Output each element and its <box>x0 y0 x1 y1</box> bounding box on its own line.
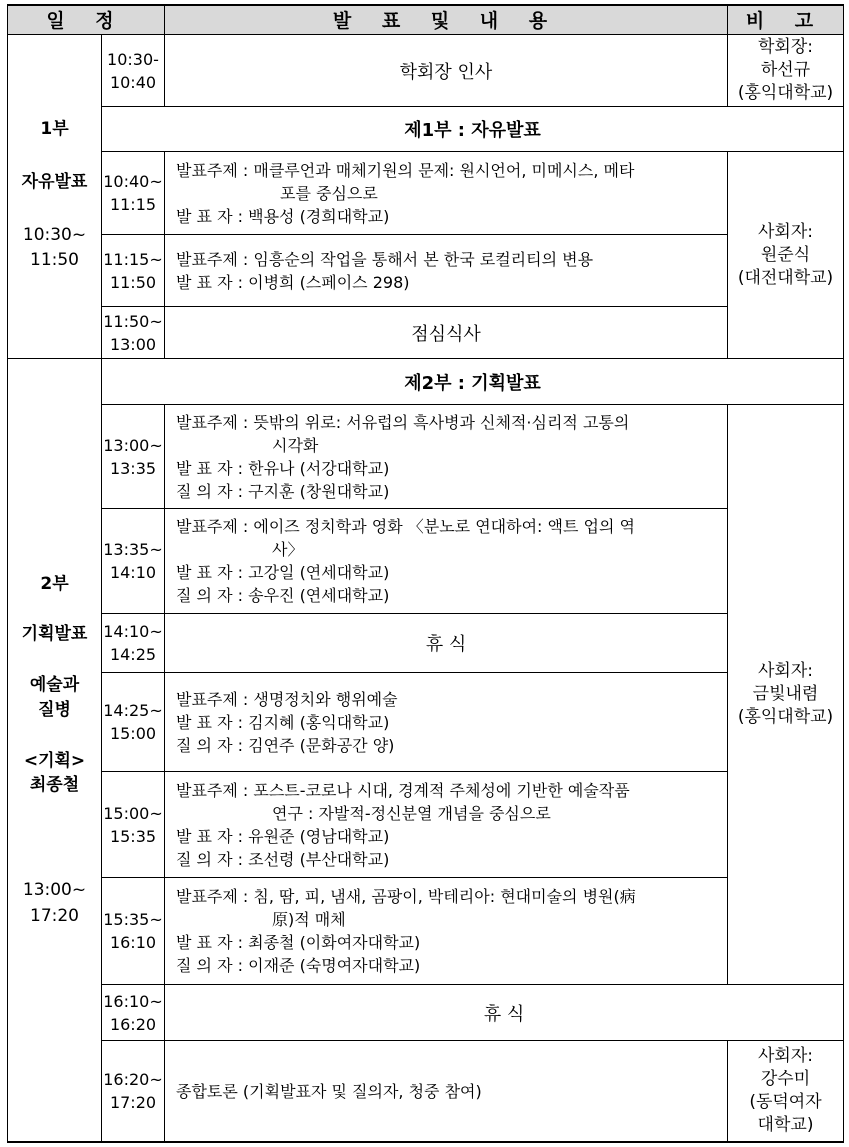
discussion-time <box>102 1041 164 1141</box>
talk-time <box>102 235 164 306</box>
talk-content <box>176 152 724 234</box>
part1-label-cell <box>8 35 101 358</box>
time-end: 13:35 <box>109 458 157 478</box>
time-start: 10:40~ <box>103 172 163 191</box>
time-end: 16:20 <box>109 1014 157 1034</box>
time-start: 13:35~ <box>103 540 163 559</box>
talk-time <box>102 152 164 234</box>
presenter-label: 발 표 자 : <box>176 206 249 226</box>
time-start: 11:50~ <box>103 311 163 331</box>
time-end: 13:00 <box>109 334 157 354</box>
time-start: 10:30- <box>107 49 159 69</box>
part1-name: 1부 <box>40 119 69 139</box>
topic-line-1: 매클루언과 매체기원의 문제: 원시언어, 미메시스, 메타 <box>253 160 635 180</box>
talk-content <box>176 405 724 508</box>
opening-note <box>728 35 843 106</box>
note-line: 금빛내렴 <box>752 684 819 704</box>
talk-content <box>176 235 724 306</box>
topic-line-2: 포를 중심으로 <box>280 183 378 203</box>
table-border-bottom <box>7 1141 844 1143</box>
talk-time <box>102 772 164 877</box>
presenter-value: 김지혜 (홍익대학교) <box>248 712 390 732</box>
talk-content <box>176 509 724 613</box>
topic-line-1: 뜻밖의 위로: 서유럽의 흑사병과 신체적·심리적 고통의 <box>253 412 630 432</box>
discussion-content <box>176 1041 724 1141</box>
time-end: 15:35 <box>109 826 157 846</box>
discussant-label: 질 의 자 : <box>176 481 249 501</box>
talk-time <box>102 673 164 771</box>
talk-time <box>102 878 164 984</box>
note-line: 사회자: <box>758 221 813 242</box>
part2-organizer-name: 최종철 <box>29 775 80 795</box>
part1-time-start: 10:30~ <box>22 225 87 245</box>
presenter-value: 한유나 (서강대학교) <box>248 458 390 478</box>
discussant-value: 이재준 (숙명여자대학교) <box>248 956 421 975</box>
note-line: 사회자: <box>758 661 813 681</box>
time-start: 16:10~ <box>103 991 163 1011</box>
table-border-right <box>843 4 844 1143</box>
lunch-time <box>102 307 164 358</box>
time-start: 11:15~ <box>103 249 163 269</box>
topic-line-1: 포스트-코로나 시대, 경계적 주체성에 기반한 예술작품 <box>253 780 630 800</box>
topic-label: 발표주제 : <box>176 517 254 536</box>
presenter-label: 발 표 자 : <box>176 272 249 292</box>
talk-time <box>102 405 164 508</box>
opening-text: 학회장 인사 <box>399 61 493 83</box>
topic-label: 발표주제 : <box>176 689 254 709</box>
discussion-moderator <box>728 1041 843 1141</box>
topic-line-2: 연구 : 자발적-정신분열 개념을 중심으로 <box>272 803 551 823</box>
topic-label: 발표주제 : <box>176 887 254 906</box>
part2-moderator <box>728 405 843 984</box>
topic-label: 발표주제 : <box>176 249 254 269</box>
part2-theme-2: 질병 <box>38 700 71 720</box>
discussant-value: 김연주 (문화공간 양) <box>248 735 395 755</box>
note-line: 하선규 <box>760 60 811 80</box>
part2-organizer-label: <기획> <box>23 751 86 771</box>
talk-content <box>176 673 724 771</box>
part2-theme-1: 예술과 <box>29 675 80 695</box>
time-end: 17:20 <box>109 1093 157 1112</box>
presenter-value: 고강일 (연세대학교) <box>248 563 390 582</box>
time-start: 14:25~ <box>103 701 163 720</box>
part2-time-start: 13:00~ <box>22 880 87 900</box>
note-line: 강수미 <box>760 1069 811 1089</box>
presenter-label: 발 표 자 : <box>176 563 249 582</box>
time-end: 15:00 <box>109 724 157 743</box>
part2-label-cell <box>8 359 101 1141</box>
topic-line-1: 침, 땀, 피, 냄새, 곰팡이, 박테리아: 현대미술의 병원(病 <box>253 887 636 906</box>
discussant-value: 구지훈 (창원대학교) <box>248 481 390 501</box>
part2-name: 2부 <box>40 574 69 594</box>
header-content: 발 표 및 내 용 <box>332 10 560 32</box>
topic-label: 발표주제 : <box>176 412 254 432</box>
discussant-value: 송우진 (연세대학교) <box>248 586 390 605</box>
presenter-value: 이병희 (스페이스 298) <box>248 272 410 292</box>
talk-content <box>176 878 724 984</box>
note-line: (대전대학교) <box>737 267 834 288</box>
part2-time-end: 17:20 <box>30 906 79 926</box>
time-start: 15:00~ <box>103 803 163 823</box>
discussant-label: 질 의 자 : <box>176 735 249 755</box>
part2-section-title: 제2부 : 기획발표 <box>404 372 541 394</box>
presenter-label: 발 표 자 : <box>176 933 249 952</box>
time-start: 14:10~ <box>103 622 163 641</box>
presenter-value: 최종철 (이화여자대학교) <box>248 933 421 952</box>
note-line: (홍익대학교) <box>737 707 834 727</box>
time-end: 14:10 <box>109 563 157 582</box>
discussant-label: 질 의 자 : <box>176 849 249 869</box>
note-line: 대학교) <box>757 1115 814 1135</box>
discussion-text: 종합토론 (기획발표자 및 질의자, 청중 참여) <box>176 1081 482 1101</box>
discussant-label: 질 의 자 : <box>176 586 249 605</box>
topic-label: 발표주제 : <box>176 780 254 800</box>
talk-content <box>176 772 724 877</box>
topic-line-2: 사〉 <box>272 540 304 559</box>
time-start: 15:35~ <box>103 910 163 929</box>
part1-moderator <box>728 152 843 358</box>
note-line: 사회자: <box>758 1046 813 1066</box>
presenter-label: 발 표 자 : <box>176 712 249 732</box>
topic-label: 발표주제 : <box>176 160 254 180</box>
topic-value: 임흥순의 작업을 통해서 본 한국 로컬리티의 변용 <box>253 249 594 269</box>
time-start: 16:20~ <box>103 1070 163 1089</box>
time-end: 11:15 <box>109 195 157 214</box>
time-start: 13:00~ <box>103 435 163 455</box>
presenter-label: 발 표 자 : <box>176 826 249 846</box>
lunch-text: 점심식사 <box>411 323 481 345</box>
note-line: (동덕여자 <box>749 1092 822 1112</box>
time-end: 10:40 <box>109 72 157 92</box>
talk-time <box>102 509 164 613</box>
header-schedule: 일 정 <box>46 10 126 32</box>
part2-title: 기획발표 <box>21 624 88 644</box>
presenter-label: 발 표 자 : <box>176 458 249 478</box>
time-end: 11:50 <box>109 272 157 292</box>
topic-line-2: 시각화 <box>272 435 319 455</box>
break-text: 휴 식 <box>483 1003 525 1025</box>
note-line: (홍익대학교) <box>737 83 834 103</box>
part1-title: 자유발표 <box>21 172 88 192</box>
opening-time <box>102 35 164 106</box>
topic-value: 생명정치와 행위예술 <box>253 689 398 709</box>
break-time <box>102 614 164 672</box>
break-text: 휴 식 <box>425 634 467 655</box>
break-time <box>102 985 164 1040</box>
presenter-value: 백용성 (경희대학교) <box>248 206 390 226</box>
header-remarks: 비 고 <box>745 10 826 32</box>
time-end: 14:25 <box>109 645 157 664</box>
note-line: 학회장: <box>758 37 813 57</box>
discussant-value: 조선령 (부산대학교) <box>248 849 390 869</box>
note-line: 원준식 <box>760 244 811 265</box>
topic-line-2: 原)적 매체 <box>272 910 346 929</box>
time-end: 16:10 <box>109 933 157 952</box>
part1-time-end: 11:50 <box>30 250 79 270</box>
part1-section-title: 제1부 : 자유발표 <box>404 120 541 141</box>
discussant-label: 질 의 자 : <box>176 956 249 975</box>
presenter-value: 유원준 (영남대학교) <box>248 826 390 846</box>
topic-line-1: 에이즈 정치학과 영화 〈분노로 연대하여: 액트 업의 역 <box>253 517 635 536</box>
